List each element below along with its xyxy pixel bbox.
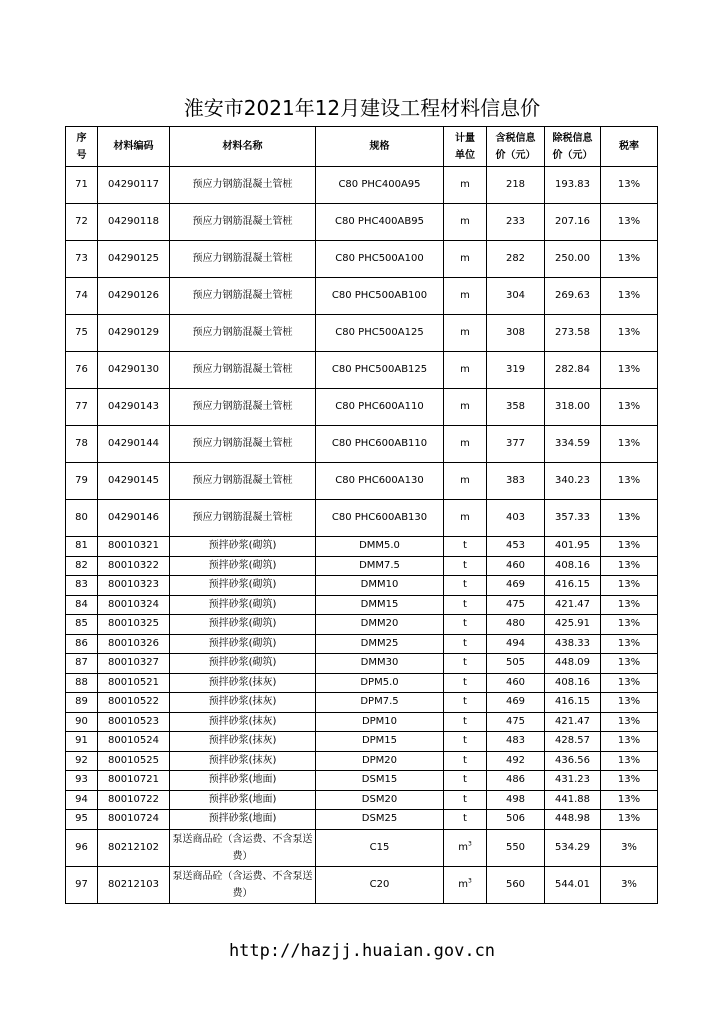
cell-tax-rate: 13% — [601, 712, 658, 732]
table-row — [66, 866, 658, 903]
cell-code: 80010522 — [98, 693, 170, 713]
cell-unit — [444, 829, 487, 866]
cell-spec: DMM5.0 — [316, 537, 444, 557]
cell-unit: t — [444, 673, 487, 693]
cell-code: 80010324 — [98, 595, 170, 615]
header-spec: 规格 — [316, 127, 444, 167]
cell-price-tax: 483 — [487, 732, 545, 752]
cell-tax-rate: 13% — [601, 615, 658, 635]
cell-name: 预拌砂浆(砌筑) — [170, 556, 316, 576]
table-row — [66, 829, 658, 866]
cell-spec: C80 PHC500A125 — [316, 315, 444, 352]
cell-unit: t — [444, 654, 487, 674]
cell-price-tax: 377 — [487, 426, 545, 463]
cell-unit: t — [444, 576, 487, 596]
cell-spec: DPM15 — [316, 732, 444, 752]
cell-price-notax: 408.16 — [545, 556, 601, 576]
cell-code: 80010524 — [98, 732, 170, 752]
cell-name: 预拌砂浆(抹灰) — [170, 712, 316, 732]
cell-unit: m — [444, 278, 487, 315]
cell-price-tax: 498 — [487, 790, 545, 810]
cell-code: 04290117 — [98, 167, 170, 204]
cell-tax-rate: 13% — [601, 537, 658, 557]
cell-unit: m — [444, 500, 487, 537]
cell-price-tax: 560 — [487, 866, 545, 903]
cell-price-notax: 431.23 — [545, 771, 601, 791]
cell-unit: t — [444, 537, 487, 557]
header-unit: 计量 单位 — [444, 127, 487, 167]
table-row — [66, 241, 658, 278]
cell-code: 80010322 — [98, 556, 170, 576]
cell-price-notax: 269.63 — [545, 278, 601, 315]
cell-unit: t — [444, 634, 487, 654]
cell-code: 80010525 — [98, 751, 170, 771]
cell-spec: DMM10 — [316, 576, 444, 596]
cell-name: 预应力钢筋混凝土管桩 — [170, 167, 316, 204]
cell-price-tax: 460 — [487, 556, 545, 576]
cell-unit — [444, 866, 487, 903]
cell-price-notax: 428.57 — [545, 732, 601, 752]
table-row — [66, 537, 658, 557]
cell-price-tax: 486 — [487, 771, 545, 791]
cell-seq: 84 — [66, 595, 98, 615]
cell-spec: DPM7.5 — [316, 693, 444, 713]
table-row — [66, 352, 658, 389]
cell-code: 04290126 — [98, 278, 170, 315]
cell-tax-rate: 13% — [601, 634, 658, 654]
cell-name: 预拌砂浆(砌筑) — [170, 576, 316, 596]
cell-price-tax: 506 — [487, 810, 545, 830]
cell-spec: C80 PHC500A100 — [316, 241, 444, 278]
cell-tax-rate: 13% — [601, 556, 658, 576]
table-row — [66, 693, 658, 713]
cell-code: 04290145 — [98, 463, 170, 500]
cell-tax-rate: 3% — [601, 866, 658, 903]
cell-tax-rate: 13% — [601, 463, 658, 500]
cell-name: 预应力钢筋混凝土管桩 — [170, 500, 316, 537]
cell-seq: 96 — [66, 829, 98, 866]
cell-unit: t — [444, 810, 487, 830]
cell-seq: 92 — [66, 751, 98, 771]
cell-price-tax: 304 — [487, 278, 545, 315]
cell-spec: C80 PHC600AB130 — [316, 500, 444, 537]
cell-unit: m — [444, 241, 487, 278]
cell-seq: 80 — [66, 500, 98, 537]
cell-seq: 75 — [66, 315, 98, 352]
table-row — [66, 712, 658, 732]
cell-tax-rate: 13% — [601, 576, 658, 596]
cell-price-notax: 408.16 — [545, 673, 601, 693]
table-row — [66, 167, 658, 204]
cell-name: 预拌砂浆(地面) — [170, 771, 316, 791]
cell-name: 泵送商品砼（含运费、不含泵送费） — [170, 829, 316, 866]
cell-price-tax: 475 — [487, 595, 545, 615]
cell-name: 预应力钢筋混凝土管桩 — [170, 204, 316, 241]
cell-tax-rate: 13% — [601, 426, 658, 463]
table-row — [66, 204, 658, 241]
cell-code: 04290125 — [98, 241, 170, 278]
price-table — [65, 126, 658, 904]
cell-seq: 91 — [66, 732, 98, 752]
cell-spec: DPM10 — [316, 712, 444, 732]
cell-code: 80212102 — [98, 829, 170, 866]
cell-price-tax: 308 — [487, 315, 545, 352]
cell-price-tax: 469 — [487, 693, 545, 713]
cell-spec: DMM30 — [316, 654, 444, 674]
cell-name: 预拌砂浆(砌筑) — [170, 537, 316, 557]
cell-seq: 73 — [66, 241, 98, 278]
cell-price-tax: 383 — [487, 463, 545, 500]
header-tax-rate: 税率 — [601, 127, 658, 167]
cell-code: 80010323 — [98, 576, 170, 596]
cell-unit: t — [444, 712, 487, 732]
cell-price-notax: 448.98 — [545, 810, 601, 830]
table-row — [66, 278, 658, 315]
cell-spec: DSM20 — [316, 790, 444, 810]
cell-price-notax: 425.91 — [545, 615, 601, 635]
table-body — [66, 167, 658, 904]
cell-seq: 88 — [66, 673, 98, 693]
cell-seq: 87 — [66, 654, 98, 674]
header-price-notax: 除税信息 价（元） — [545, 127, 601, 167]
cell-seq: 85 — [66, 615, 98, 635]
table-row — [66, 389, 658, 426]
cell-seq: 93 — [66, 771, 98, 791]
cell-spec: DMM7.5 — [316, 556, 444, 576]
cell-unit: t — [444, 751, 487, 771]
unit-base: m — [458, 841, 468, 853]
cell-price-notax: 438.33 — [545, 634, 601, 654]
cell-name: 预拌砂浆(抹灰) — [170, 732, 316, 752]
cell-spec: C80 PHC600A110 — [316, 389, 444, 426]
unit-superscript: 3 — [467, 877, 472, 885]
cell-tax-rate: 13% — [601, 654, 658, 674]
table-row — [66, 771, 658, 791]
header-row — [66, 127, 658, 167]
cell-price-tax: 358 — [487, 389, 545, 426]
cell-spec: C80 PHC400AB95 — [316, 204, 444, 241]
cell-tax-rate: 13% — [601, 278, 658, 315]
cell-seq: 95 — [66, 810, 98, 830]
cell-name: 预应力钢筋混凝土管桩 — [170, 241, 316, 278]
cell-code: 80010327 — [98, 654, 170, 674]
table-row — [66, 315, 658, 352]
cell-unit: m — [444, 352, 487, 389]
cell-unit: m — [444, 167, 487, 204]
cell-code: 04290130 — [98, 352, 170, 389]
cell-price-tax: 550 — [487, 829, 545, 866]
cell-price-notax: 416.15 — [545, 693, 601, 713]
cell-spec: C80 PHC600AB110 — [316, 426, 444, 463]
header-price-tax: 含税信息 价（元） — [487, 127, 545, 167]
cell-spec: C15 — [316, 829, 444, 866]
unit-superscript: 3 — [467, 840, 472, 848]
cell-unit: m — [444, 463, 487, 500]
cell-price-notax: 421.47 — [545, 595, 601, 615]
table-row — [66, 463, 658, 500]
cell-price-tax: 469 — [487, 576, 545, 596]
cell-unit: t — [444, 595, 487, 615]
cell-tax-rate: 13% — [601, 693, 658, 713]
cell-code: 80212103 — [98, 866, 170, 903]
cell-price-tax: 319 — [487, 352, 545, 389]
cell-unit: m — [444, 389, 487, 426]
table-row — [66, 810, 658, 830]
table-row — [66, 732, 658, 752]
cell-price-notax: 273.58 — [545, 315, 601, 352]
cell-seq: 78 — [66, 426, 98, 463]
cell-spec: DSM25 — [316, 810, 444, 830]
cell-name: 预拌砂浆(抹灰) — [170, 693, 316, 713]
cell-seq: 76 — [66, 352, 98, 389]
cell-spec: DPM5.0 — [316, 673, 444, 693]
cell-code: 80010724 — [98, 810, 170, 830]
cell-price-tax: 218 — [487, 167, 545, 204]
cell-name: 预拌砂浆(砌筑) — [170, 634, 316, 654]
table-row — [66, 426, 658, 463]
cell-name: 预拌砂浆(砌筑) — [170, 654, 316, 674]
cell-seq: 94 — [66, 790, 98, 810]
cell-tax-rate: 13% — [601, 389, 658, 426]
cell-spec: DMM15 — [316, 595, 444, 615]
cell-price-tax: 453 — [487, 537, 545, 557]
cell-seq: 81 — [66, 537, 98, 557]
cell-name: 预拌砂浆(砌筑) — [170, 615, 316, 635]
page-title: 淮安市2021年12月建设工程材料信息价 — [183, 96, 541, 120]
cell-tax-rate: 13% — [601, 673, 658, 693]
cell-price-notax: 340.23 — [545, 463, 601, 500]
cell-price-notax: 207.16 — [545, 204, 601, 241]
cell-spec: DMM20 — [316, 615, 444, 635]
cell-code: 04290129 — [98, 315, 170, 352]
cell-price-tax: 480 — [487, 615, 545, 635]
header-name: 材料名称 — [170, 127, 316, 167]
cell-unit: t — [444, 556, 487, 576]
cell-seq: 82 — [66, 556, 98, 576]
cell-code: 04290144 — [98, 426, 170, 463]
cell-price-notax: 448.09 — [545, 654, 601, 674]
cell-price-notax: 441.88 — [545, 790, 601, 810]
cell-code: 80010321 — [98, 537, 170, 557]
table-row — [66, 790, 658, 810]
cell-code: 04290118 — [98, 204, 170, 241]
cell-unit: t — [444, 615, 487, 635]
cell-code: 80010721 — [98, 771, 170, 791]
cell-price-tax: 494 — [487, 634, 545, 654]
cell-unit: t — [444, 693, 487, 713]
cell-seq: 79 — [66, 463, 98, 500]
table-row — [66, 634, 658, 654]
cell-seq: 77 — [66, 389, 98, 426]
cell-code: 04290143 — [98, 389, 170, 426]
cell-code: 04290146 — [98, 500, 170, 537]
cell-tax-rate: 13% — [601, 732, 658, 752]
cell-seq: 71 — [66, 167, 98, 204]
table-row — [66, 654, 658, 674]
cell-price-notax: 544.01 — [545, 866, 601, 903]
cell-unit: m — [444, 315, 487, 352]
cell-price-notax: 436.56 — [545, 751, 601, 771]
cell-price-notax: 357.33 — [545, 500, 601, 537]
cell-tax-rate: 13% — [601, 810, 658, 830]
cell-code: 80010521 — [98, 673, 170, 693]
table-row — [66, 500, 658, 537]
cell-tax-rate: 13% — [601, 241, 658, 278]
cell-name: 预拌砂浆(砌筑) — [170, 595, 316, 615]
table-row — [66, 576, 658, 596]
cell-price-notax: 193.83 — [545, 167, 601, 204]
cell-name: 预应力钢筋混凝土管桩 — [170, 426, 316, 463]
cell-price-tax: 282 — [487, 241, 545, 278]
cell-price-tax: 460 — [487, 673, 545, 693]
cell-name: 预应力钢筋混凝土管桩 — [170, 315, 316, 352]
cell-tax-rate: 3% — [601, 829, 658, 866]
cell-seq: 83 — [66, 576, 98, 596]
cell-tax-rate: 13% — [601, 500, 658, 537]
cell-name: 预应力钢筋混凝土管桩 — [170, 278, 316, 315]
cell-tax-rate: 13% — [601, 751, 658, 771]
cell-tax-rate: 13% — [601, 790, 658, 810]
cell-unit: m — [444, 204, 487, 241]
cell-code: 80010523 — [98, 712, 170, 732]
cell-code: 80010325 — [98, 615, 170, 635]
cell-price-notax: 421.47 — [545, 712, 601, 732]
cell-name: 预拌砂浆(地面) — [170, 790, 316, 810]
cell-price-notax: 534.29 — [545, 829, 601, 866]
cell-tax-rate: 13% — [601, 352, 658, 389]
cell-price-tax: 505 — [487, 654, 545, 674]
footer-url: http://hazjj.huaian.gov.cn — [228, 941, 496, 961]
cell-name: 预应力钢筋混凝土管桩 — [170, 463, 316, 500]
cell-price-notax: 401.95 — [545, 537, 601, 557]
cell-seq: 90 — [66, 712, 98, 732]
cell-price-tax: 233 — [487, 204, 545, 241]
cell-name: 预拌砂浆(地面) — [170, 810, 316, 830]
table-row — [66, 673, 658, 693]
cell-price-tax: 475 — [487, 712, 545, 732]
cell-spec: C80 PHC600A130 — [316, 463, 444, 500]
cell-seq: 74 — [66, 278, 98, 315]
cell-seq: 86 — [66, 634, 98, 654]
cell-name: 预拌砂浆(抹灰) — [170, 673, 316, 693]
cell-name: 预应力钢筋混凝土管桩 — [170, 352, 316, 389]
table-row — [66, 615, 658, 635]
cell-price-notax: 282.84 — [545, 352, 601, 389]
table-row — [66, 556, 658, 576]
cell-tax-rate: 13% — [601, 595, 658, 615]
cell-spec: DPM20 — [316, 751, 444, 771]
cell-price-notax: 318.00 — [545, 389, 601, 426]
cell-spec: C20 — [316, 866, 444, 903]
cell-price-notax: 334.59 — [545, 426, 601, 463]
cell-seq: 97 — [66, 866, 98, 903]
unit-base: m — [458, 878, 468, 890]
header-seq: 序 号 — [66, 127, 98, 167]
cell-unit: t — [444, 790, 487, 810]
cell-unit: t — [444, 771, 487, 791]
cell-tax-rate: 13% — [601, 771, 658, 791]
table-row — [66, 595, 658, 615]
cell-name: 预应力钢筋混凝土管桩 — [170, 389, 316, 426]
cell-tax-rate: 13% — [601, 315, 658, 352]
cell-unit: t — [444, 732, 487, 752]
cell-tax-rate: 13% — [601, 204, 658, 241]
table-row — [66, 751, 658, 771]
cell-name: 泵送商品砼（含运费、不含泵送费） — [170, 866, 316, 903]
table-header — [66, 127, 658, 167]
cell-spec: DSM15 — [316, 771, 444, 791]
cell-spec: DMM25 — [316, 634, 444, 654]
cell-tax-rate: 13% — [601, 167, 658, 204]
cell-spec: C80 PHC400A95 — [316, 167, 444, 204]
cell-spec: C80 PHC500AB100 — [316, 278, 444, 315]
cell-seq: 72 — [66, 204, 98, 241]
cell-seq: 89 — [66, 693, 98, 713]
cell-price-notax: 250.00 — [545, 241, 601, 278]
header-code: 材料编码 — [98, 127, 170, 167]
cell-spec: C80 PHC500AB125 — [316, 352, 444, 389]
cell-price-tax: 403 — [487, 500, 545, 537]
cell-price-tax: 492 — [487, 751, 545, 771]
cell-unit: m — [444, 426, 487, 463]
cell-price-notax: 416.15 — [545, 576, 601, 596]
cell-code: 80010722 — [98, 790, 170, 810]
cell-code: 80010326 — [98, 634, 170, 654]
cell-name: 预拌砂浆(抹灰) — [170, 751, 316, 771]
